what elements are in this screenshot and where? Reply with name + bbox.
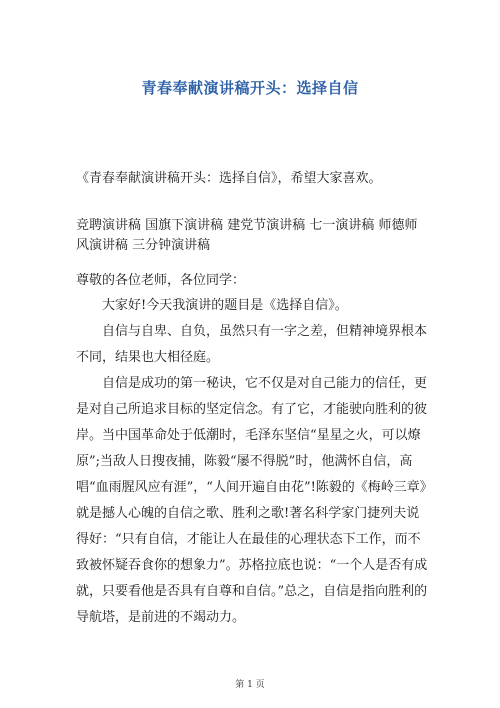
category-links: 竞聘演讲稿 国旗下演讲稿 建党节演讲稿 七一演讲稿 师德师风演讲稿 三分钟演讲稿	[76, 218, 418, 253]
body-text	[76, 293, 428, 631]
page-number: 第 1 页	[235, 680, 265, 690]
paragraph: 大家好!今天我演讲的题目是《选择自信》。	[102, 298, 348, 313]
intro-line: 《青春奉献演讲稿开头：选择自信》，希望大家喜欢。	[76, 171, 382, 186]
paragraph: 自信与自卑、自负，虽然只有一字之差，但精神境界根本不同，结果也大相径庭。	[76, 324, 428, 365]
salutation: 尊敬的各位老师，各位同学：	[76, 273, 246, 288]
document-title: 青春奉献演讲稿开头：选择自信	[141, 79, 359, 97]
paragraph: 自信是成功的第一秘诀，它不仅是对自己能力的信任，更是对自己所追求目标的坚定信念。有了它，才能驶向胜利的彼岸。当中国革命处于低潮时，毛泽东坚信“星星之火，可以燎原”;当敌人日搜夜捕，陈毅“屡不得脱”时，他满怀自信，高唱“血雨腥风应有涯”，“人间开遍自由花”!陈毅的《梅岭三章》就是撼人心魄的自信之歌、胜利之歌!著名科学家门捷列夫说得好：“只有自信，才能让人在最佳的心理状态下工作，而不致被怀疑吞食你的想象力”。苏格拉底也说：“一个人是否有成就，只要看他是否具有自尊和自信。”总之，自信是指向胜利的导航塔，是前进的不竭动力。	[76, 376, 428, 625]
